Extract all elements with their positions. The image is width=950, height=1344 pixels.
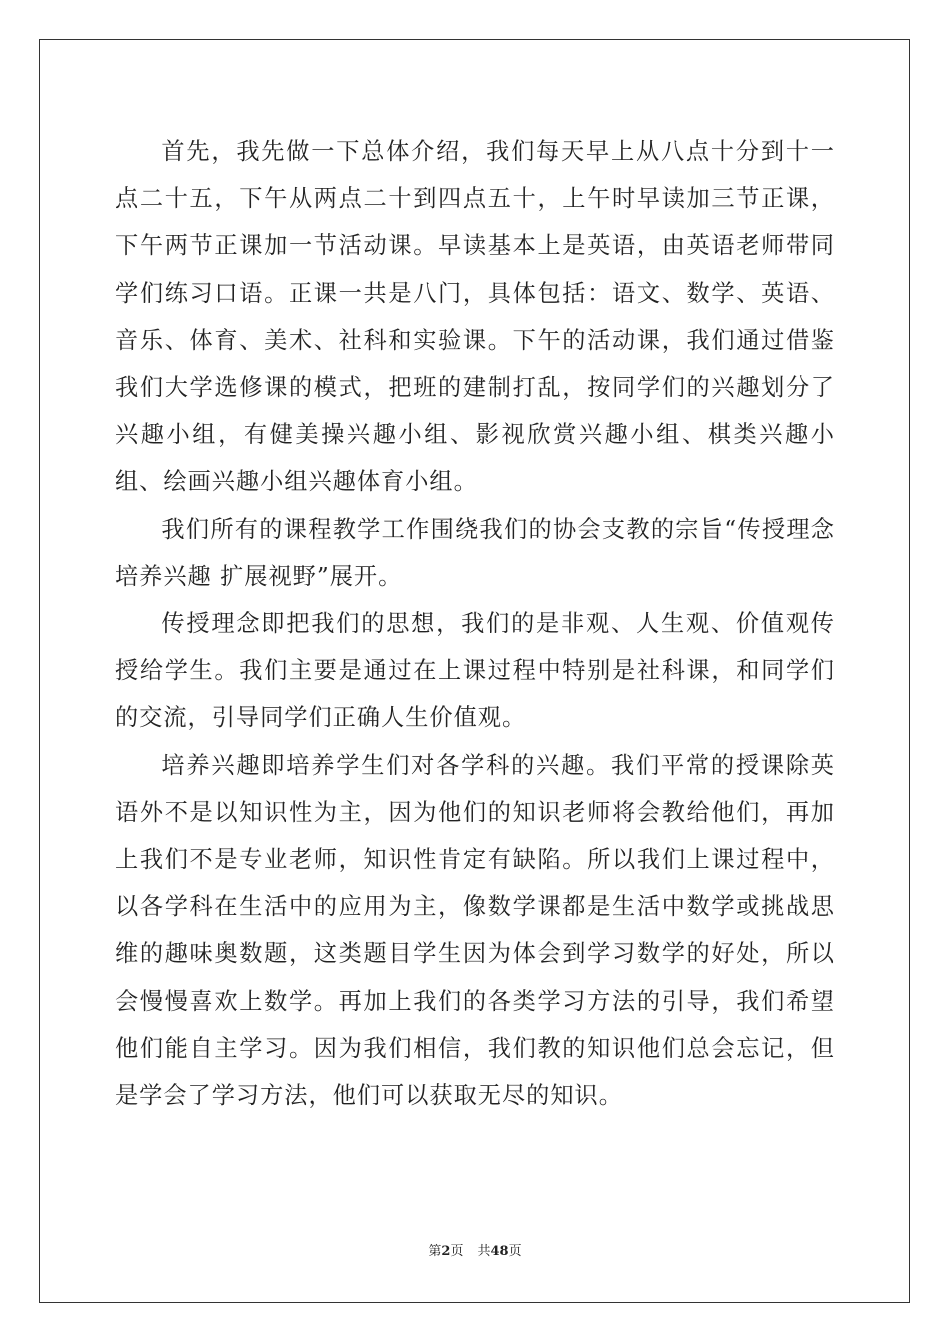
page-prefix: 第: [428, 1244, 442, 1259]
paragraph-ideas: 传授理念即把我们的思想，我们的是非观、人生观、价值观传授给学生。我们主要是通过在上课过程中特别是社科课，和同学们的交流，引导同学们正确人生价值观。: [115, 610, 835, 732]
total-prefix: 共: [477, 1244, 491, 1259]
paragraph-purpose: 我们所有的课程教学工作围绕我们的协会支教的宗旨“传授理念培养兴趣 扩展视野”展开。: [115, 515, 835, 590]
document-body: [115, 128, 835, 1119]
current-page-number: 2: [441, 1244, 451, 1259]
page-suffix: 页: [450, 1244, 464, 1259]
paragraph-schedule: 首先，我先做一下总体介绍，我们每天早上从八点十分到十一点二十五，下午从两点二十到四点五十，上午时早读加三节正课，下午两节正课加一节活动课。早读基本上是英语，由英语老师带同学们练习口语。正课一共是八门，具体包括：语文、数学、英语、音乐、体育、美术、社科和实验课。下午的活动课，我们通过借鉴我们大学选修课的模式，把班的建制打乱，按同学们的兴趣划分了兴趣小组，有健美操兴趣小组、影视欣赏兴趣小组、棋类兴趣小组、绘画兴趣小组兴趣体育小组。: [115, 138, 835, 496]
total-page-number: 48: [490, 1244, 509, 1259]
paragraph-interest: 培养兴趣即培养学生们对各学科的兴趣。我们平常的授课除英语外不是以知识性为主，因为他们的知识老师将会教给他们，再加上我们不是专业老师，知识性肯定有缺陷。所以我们上课过程中，以各学科在生活中的应用为主，像数学课都是生活中数学或挑战思维的趣味奥数题，这类题目学生因为体会到学习数学的好处，所以会慢慢喜欢上数学。再加上我们的各类学习方法的引导，我们希望他们能自主学习。因为我们相信，我们教的知识他们总会忘记，但是学会了学习方法，他们可以获取无尽的知识。: [115, 751, 835, 1110]
total-suffix: 页: [508, 1244, 522, 1259]
page-footer: [0, 1240, 950, 1259]
